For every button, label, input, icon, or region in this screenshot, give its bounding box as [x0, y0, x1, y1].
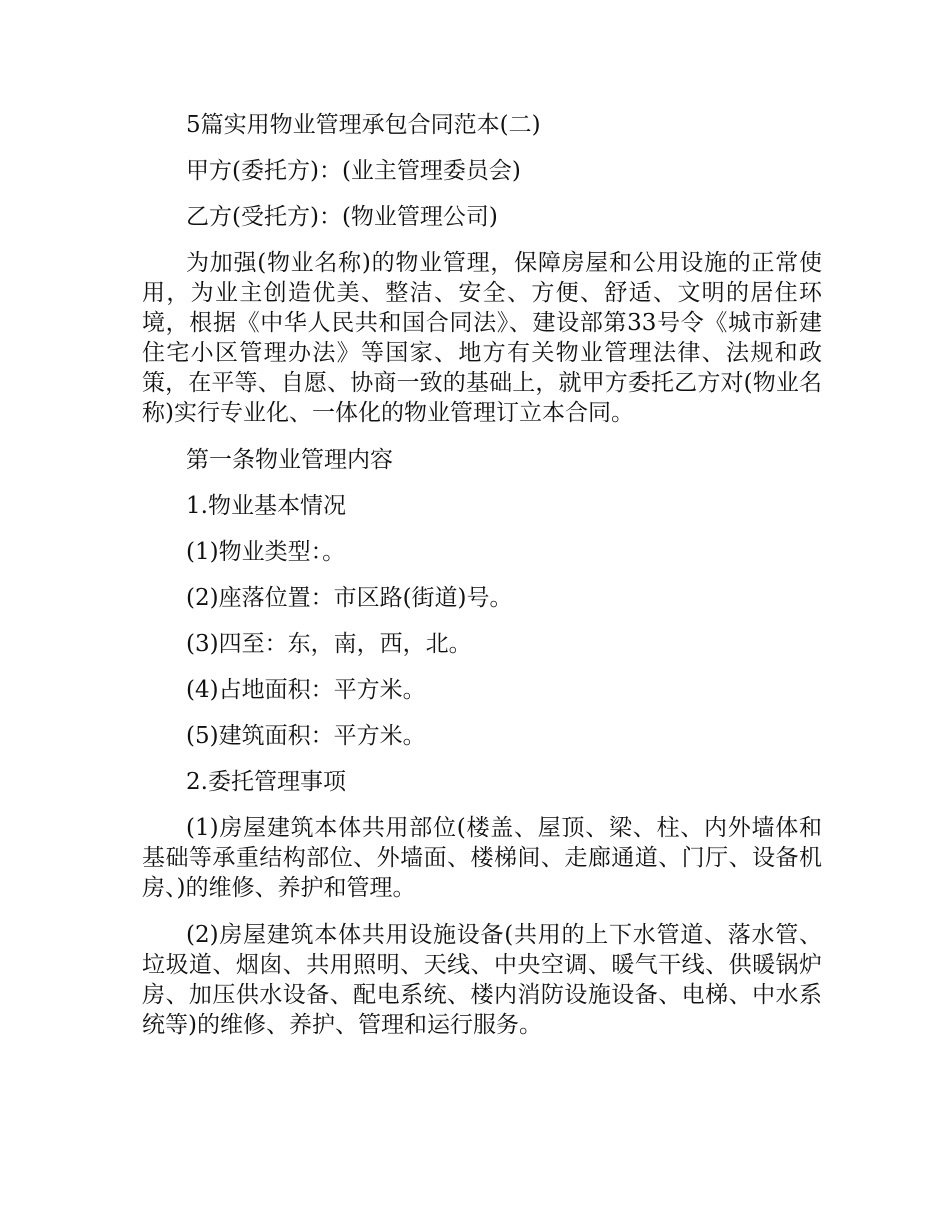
preamble-paragraph: 为加强(物业名称)的物业管理，保障房屋和公用设施的正常使用，为业主创造优美、整洁、安全、方便、舒适、文明的居住环境，根据《中华人民共和国合同法》、建设部第33号令《城市新建住宅小区管理办法》等国家、地方有关物业管理法律、法规和政策，在平等、自愿、协商一致的基础上，就甲方委托乙方对(物业名称)实行专业化、一体化的物业管理订立本合同。 — [142, 250, 822, 426]
section-1-heading: 1.物业基本情况 — [186, 493, 346, 519]
party-b-line: 乙方(受托方)：(物业管理公司) — [186, 204, 498, 230]
article-1-heading: 第一条物业管理内容 — [186, 447, 393, 473]
property-type-line: (1)物业类型：。 — [186, 539, 346, 565]
section-2-heading: 2.委托管理事项 — [186, 769, 346, 795]
boundaries-line: (3)四至：东，南，西，北。 — [186, 631, 472, 657]
management-item-2: (2)房屋建筑本体共用设施设备(共用的上下水管道、落水管、垃圾道、烟囱、共用照明、天线、中央空调、暖气干线、供暖锅炉房、加压供水设备、配电系统、楼内消防设施设备、电梯、中水系统等)的维修、养护、管理和运行服务。 — [142, 922, 822, 1038]
location-line: (2)座落位置：市区路(街道)号。 — [186, 585, 513, 611]
document-title: 5篇实用物业管理承包合同范本(二) — [186, 112, 541, 138]
party-a-line: 甲方(委托方)：(业主管理委员会) — [186, 158, 521, 184]
land-area-line: (4)占地面积：平方米。 — [186, 677, 426, 703]
document-page — [142, 110, 822, 1057]
management-item-1: (1)房屋建筑本体共用部位(楼盖、屋顶、梁、柱、内外墙体和基础等承重结构部位、外墙面、楼梯间、走廊通道、门厅、设备机房、)的维修、养护和管理。 — [142, 815, 822, 901]
building-area-line: (5)建筑面积：平方米。 — [186, 723, 426, 749]
